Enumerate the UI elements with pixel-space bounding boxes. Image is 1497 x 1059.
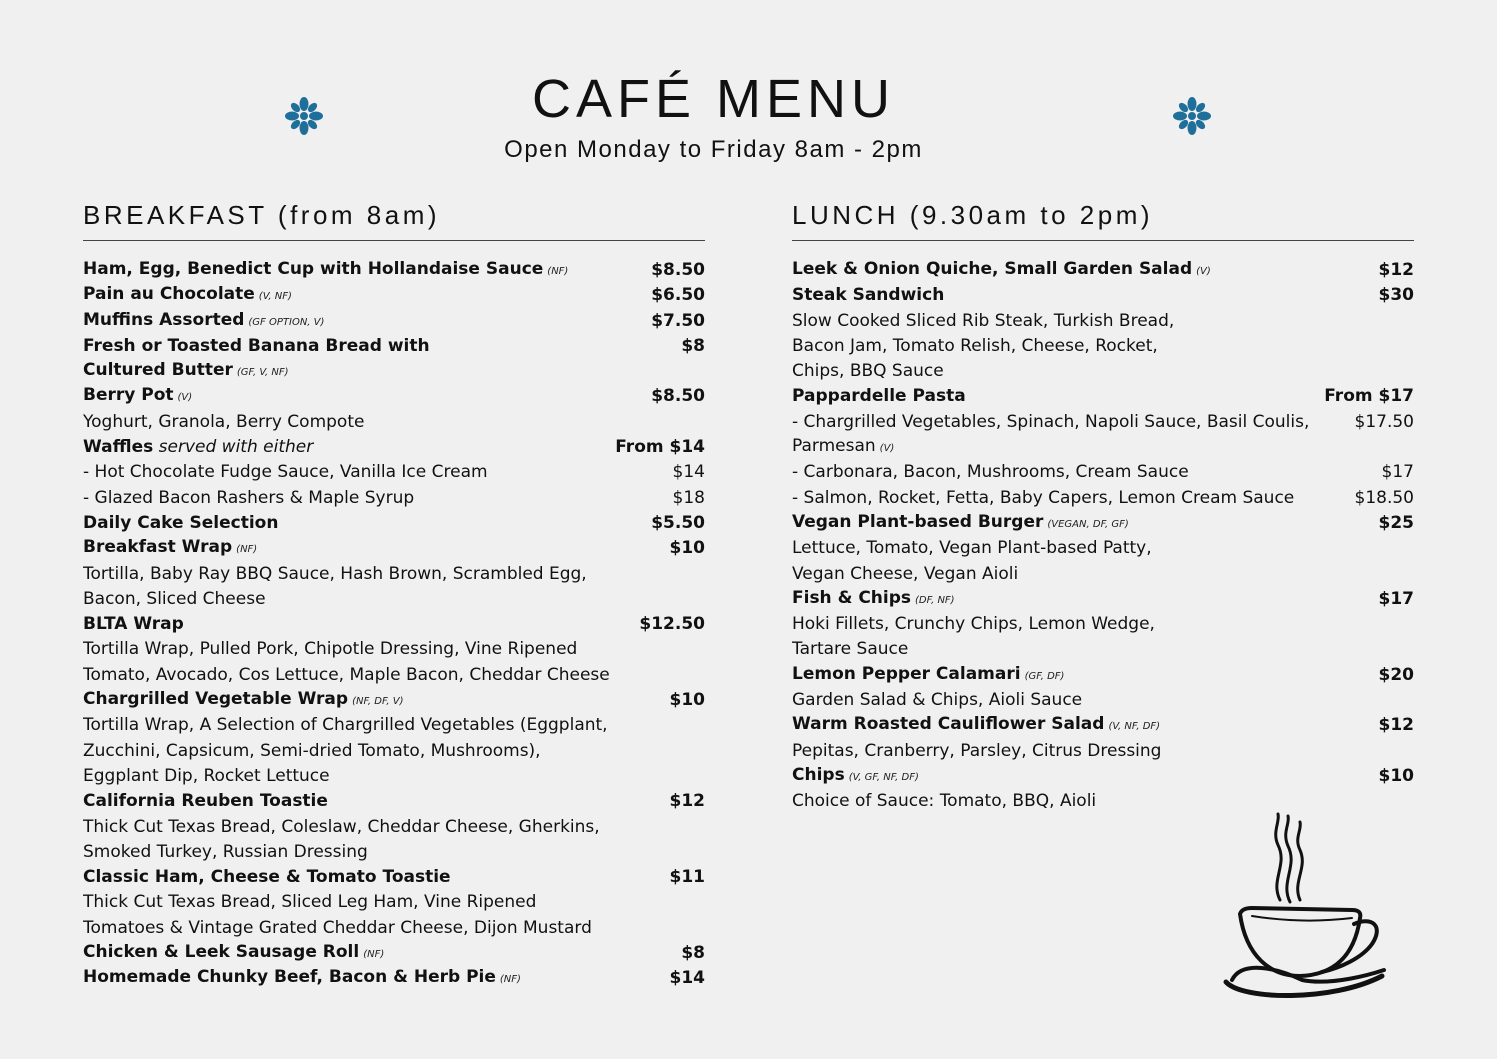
menu-item-name bbox=[83, 435, 615, 460]
menu-item-text: Tortilla, Baby Ray BBQ Sauce, Hash Brown, Scrambled Egg, bbox=[83, 563, 587, 584]
menu-item-price: $25 bbox=[1378, 512, 1414, 533]
menu-item-detail bbox=[83, 663, 705, 688]
menu-item-row bbox=[792, 663, 1414, 688]
menu-item-row bbox=[792, 511, 1414, 536]
page-title: CAFÉ MENU bbox=[531, 69, 895, 129]
menu-item-text: Eggplant Dip, Rocket Lettuce bbox=[83, 765, 330, 786]
menu-item-price: $6.50 bbox=[651, 285, 705, 306]
menu-item-text: Leek & Onion Quiche, Small Garden Salad bbox=[792, 259, 1193, 279]
menu-item-description bbox=[83, 713, 705, 738]
dietary-tag: (GF, DF) bbox=[1024, 670, 1065, 682]
menu-item-name bbox=[792, 662, 1379, 689]
menu-item-price: $7.50 bbox=[651, 310, 705, 331]
opening-hours: Open Monday to Friday 8am - 2pm bbox=[504, 136, 923, 163]
menu-item-name bbox=[83, 383, 651, 410]
menu-item-price: $8 bbox=[681, 335, 705, 356]
menu-item-text: Vegan Cheese, Vegan Aioli bbox=[792, 563, 1019, 584]
dietary-tag: (NF) bbox=[363, 949, 385, 961]
menu-item-name bbox=[83, 282, 651, 309]
menu-item-text: Chips, BBQ Sauce bbox=[792, 361, 944, 382]
menu-item-price: $17.50 bbox=[1354, 411, 1414, 432]
menu-item-price: $18.50 bbox=[1354, 487, 1414, 508]
menu-item-row bbox=[792, 713, 1414, 738]
menu-item-text: Pepitas, Cranberry, Parsley, Citrus Dressing bbox=[792, 740, 1162, 761]
menu-item-description bbox=[83, 815, 705, 840]
menu-item-row bbox=[83, 941, 705, 966]
menu-item-price: $10 bbox=[1378, 765, 1414, 786]
menu-item-name bbox=[83, 940, 681, 967]
menu-item-description bbox=[792, 739, 1414, 764]
menu-item-name bbox=[792, 283, 1379, 308]
menu-item-text: Homemade Chunky Beef, Bacon & Herb Pie bbox=[83, 967, 496, 988]
menu-item-text: Pappardelle Pasta bbox=[792, 386, 966, 407]
menu-item-price: $12 bbox=[669, 791, 705, 812]
menu-item-text: Classic Ham, Cheese & Tomato Toastie bbox=[83, 867, 451, 888]
menu-item-name bbox=[83, 687, 670, 714]
menu-item-text: - Chargrilled Vegetables, Spinach, Napoli Sauce, Basil Coulis, bbox=[792, 411, 1310, 432]
menu-item-row bbox=[83, 865, 705, 890]
menu-item-text: Chargrilled Vegetable Wrap bbox=[83, 689, 349, 710]
menu-item-name bbox=[83, 965, 670, 992]
menu-item-row bbox=[83, 789, 705, 814]
dietary-tag: (NF) bbox=[236, 544, 258, 556]
dietary-tag: (NF, DF, V) bbox=[352, 696, 404, 708]
menu-item-price: $10 bbox=[669, 690, 705, 711]
dietary-tag: (V, NF, DF) bbox=[1108, 721, 1161, 733]
dietary-tag: (V) bbox=[177, 392, 193, 404]
menu-item-text: Muffins Assorted bbox=[83, 309, 245, 330]
menu-item-description bbox=[83, 460, 705, 485]
menu-item-detail bbox=[83, 916, 705, 941]
menu-item-text: Fresh or Toasted Banana Bread with bbox=[83, 335, 430, 356]
menu-item-text: Breakfast Wrap bbox=[83, 537, 233, 558]
menu-item-description bbox=[792, 688, 1414, 713]
menu-item-name bbox=[83, 865, 670, 890]
flower-ornament-icon bbox=[1169, 93, 1215, 139]
menu-item-text: BLTA Wrap bbox=[83, 614, 184, 635]
menu-item-description bbox=[83, 587, 705, 612]
breakfast-title: BREAKFAST (from 8am) bbox=[83, 200, 441, 230]
menu-item-description bbox=[792, 637, 1414, 662]
menu-item-text: - Carbonara, Bacon, Mushrooms, Cream Sauce bbox=[792, 462, 1189, 483]
menu-item-description bbox=[83, 890, 705, 915]
menu-item-text: Smoked Turkey, Russian Dressing bbox=[83, 841, 368, 862]
menu-item-description bbox=[792, 435, 1414, 460]
dietary-tag: (DF, NF) bbox=[915, 594, 955, 606]
menu-item-name bbox=[83, 358, 705, 385]
menu-item-detail bbox=[83, 562, 705, 587]
menu-item-text: Bacon Jam, Tomato Relish, Cheese, Rocket, bbox=[792, 335, 1158, 356]
menu-item-description bbox=[792, 460, 1414, 485]
breakfast-items bbox=[83, 258, 705, 992]
menu-item-name bbox=[792, 384, 1324, 409]
menu-item-detail bbox=[792, 562, 1414, 587]
menu-item-description bbox=[792, 359, 1414, 384]
menu-item-detail bbox=[83, 815, 705, 840]
menu-item-row bbox=[83, 283, 705, 308]
menu-item-detail bbox=[792, 359, 1414, 384]
menu-item-price: $12 bbox=[1378, 260, 1414, 280]
menu-item-row bbox=[83, 511, 705, 536]
menu-item-row bbox=[792, 258, 1414, 283]
menu-item-name bbox=[792, 712, 1379, 739]
menu-item-text: Lettuce, Tomato, Vegan Plant-based Patty, bbox=[792, 538, 1152, 559]
menu-item-name bbox=[83, 334, 681, 359]
menu-item-price: $20 bbox=[1378, 664, 1414, 685]
menu-item-text: Thick Cut Texas Bread, Sliced Leg Ham, Vine Ripened bbox=[83, 892, 537, 913]
menu-item-description bbox=[792, 410, 1414, 435]
menu-item-price: $12 bbox=[1378, 715, 1414, 736]
menu-item-description bbox=[83, 410, 705, 435]
menu-item-row bbox=[83, 258, 705, 283]
menu-item-detail bbox=[83, 410, 705, 435]
menu-item-name bbox=[83, 789, 670, 814]
menu-item-row bbox=[83, 435, 705, 460]
menu-item-text: Waffles bbox=[83, 437, 154, 458]
menu-item-name bbox=[83, 257, 651, 284]
dietary-tag: (VEGAN, DF, GF) bbox=[1047, 518, 1129, 530]
menu-item-name bbox=[792, 510, 1379, 537]
menu-item-price: From $17 bbox=[1324, 386, 1414, 407]
menu-item-detail bbox=[83, 840, 705, 865]
menu-item-detail bbox=[83, 739, 705, 764]
menu-item-detail bbox=[792, 434, 1414, 461]
flower-ornament-icon bbox=[281, 93, 327, 139]
dietary-tag: (GF OPTION, V) bbox=[248, 316, 325, 328]
menu-item-price: $5.50 bbox=[651, 512, 705, 533]
menu-item-text: Tartare Sauce bbox=[792, 639, 909, 660]
menu-item-price: $14 bbox=[672, 462, 705, 483]
steaming-coffee-cup-icon bbox=[1222, 810, 1392, 1006]
dietary-tag: (NF) bbox=[547, 266, 569, 277]
menu-item-detail bbox=[792, 612, 1414, 637]
menu-item-text: - Salmon, Rocket, Fetta, Baby Capers, Lemon Cream Sauce bbox=[792, 487, 1295, 508]
dietary-tag: (GF, V, NF) bbox=[236, 367, 289, 379]
menu-item-price: $10 bbox=[669, 538, 705, 559]
menu-item-text: Chips bbox=[792, 764, 845, 785]
menu-item-description bbox=[83, 562, 705, 587]
menu-item-detail bbox=[792, 410, 1355, 435]
menu-item-row bbox=[792, 283, 1414, 308]
menu-item-description bbox=[792, 486, 1414, 511]
menu-item-text: Steak Sandwich bbox=[792, 285, 945, 306]
menu-item-detail bbox=[792, 334, 1414, 359]
menu-item-note: served with either bbox=[153, 437, 314, 458]
menu-item-text: Pain au Chocolate bbox=[83, 284, 255, 305]
menu-item-row bbox=[83, 334, 705, 359]
menu-item-price: $8 bbox=[681, 943, 705, 964]
menu-item-name bbox=[83, 308, 651, 335]
menu-item-description bbox=[83, 663, 705, 688]
section-divider bbox=[792, 240, 1414, 241]
menu-item-row bbox=[83, 359, 705, 384]
menu-item-description bbox=[83, 840, 705, 865]
menu-item-name bbox=[83, 612, 639, 637]
menu-item-text: Tomatoes & Vintage Grated Cheddar Cheese, Dijon Mustard bbox=[83, 917, 592, 938]
menu-item-description bbox=[792, 334, 1414, 359]
menu-item-description bbox=[83, 637, 705, 662]
menu-item-text: Bacon, Sliced Cheese bbox=[83, 588, 266, 609]
menu-item-text: Hoki Fillets, Crunchy Chips, Lemon Wedge, bbox=[792, 614, 1155, 635]
menu-item-price: $8.50 bbox=[651, 386, 705, 407]
menu-item-detail bbox=[792, 536, 1414, 561]
menu-item-row bbox=[83, 384, 705, 409]
menu-item-name bbox=[792, 586, 1379, 613]
menu-item-detail bbox=[83, 486, 673, 511]
menu-item-description bbox=[83, 486, 705, 511]
menu-item-detail bbox=[83, 764, 705, 789]
menu-item-row bbox=[83, 612, 705, 637]
dietary-tag: (V) bbox=[1196, 266, 1211, 277]
menu-item-name bbox=[83, 511, 651, 536]
menu-item-price: $8.50 bbox=[651, 260, 705, 280]
menu-item-text: Ham, Egg, Benedict Cup with Hollandaise Sauce bbox=[83, 259, 544, 279]
menu-item-text: Tomato, Avocado, Cos Lettuce, Maple Bacon, Cheddar Cheese bbox=[83, 664, 610, 685]
menu-item-detail bbox=[792, 460, 1382, 485]
menu-item-text: Parmesan bbox=[792, 436, 876, 457]
lunch-title: LUNCH (9.30am to 2pm) bbox=[792, 200, 1154, 230]
menu-item-detail bbox=[792, 309, 1414, 334]
menu-item-price: $17 bbox=[1378, 588, 1414, 609]
menu-item-price: From $14 bbox=[615, 437, 705, 458]
menu-item-price: $14 bbox=[669, 968, 705, 989]
menu-item-detail bbox=[83, 713, 705, 738]
menu-item-text: Garden Salad & Chips, Aioli Sauce bbox=[792, 690, 1083, 711]
menu-item-row bbox=[83, 309, 705, 334]
menu-item-detail bbox=[83, 890, 705, 915]
menu-item-text: Thick Cut Texas Bread, Coleslaw, Cheddar Cheese, Gherkins, bbox=[83, 816, 600, 837]
menu-item-price: $17 bbox=[1381, 462, 1414, 483]
menu-item-text: Slow Cooked Sliced Rib Steak, Turkish Bread, bbox=[792, 310, 1175, 331]
lunch-section bbox=[792, 198, 1414, 815]
menu-item-text: Fish & Chips bbox=[792, 587, 912, 608]
menu-item-name bbox=[792, 257, 1379, 284]
menu-item-name bbox=[792, 763, 1379, 790]
menu-item-name bbox=[83, 535, 670, 562]
menu-item-description bbox=[792, 309, 1414, 334]
dietary-tag: (NF) bbox=[499, 974, 521, 986]
menu-item-text: - Hot Chocolate Fudge Sauce, Vanilla Ice Cream bbox=[83, 462, 488, 483]
menu-item-price: $30 bbox=[1378, 285, 1414, 306]
menu-item-row bbox=[83, 966, 705, 991]
menu-item-row bbox=[792, 764, 1414, 789]
menu-item-detail bbox=[792, 486, 1355, 511]
menu-item-description bbox=[83, 739, 705, 764]
menu-item-text: Warm Roasted Cauliflower Salad bbox=[792, 714, 1105, 735]
menu-item-row bbox=[792, 384, 1414, 409]
menu-item-text: Zucchini, Capsicum, Semi-dried Tomato, Mushrooms), bbox=[83, 740, 541, 761]
menu-item-detail bbox=[83, 637, 705, 662]
menu-item-text: Tortilla Wrap, A Selection of Chargrilled Vegetables (Eggplant, bbox=[83, 715, 608, 736]
menu-item-price: $11 bbox=[669, 867, 705, 888]
menu-item-text: Choice of Sauce: Tomato, BBQ, Aioli bbox=[792, 791, 1097, 812]
menu-item-detail bbox=[83, 460, 673, 485]
menu-item-text: Lemon Pepper Calamari bbox=[792, 663, 1021, 684]
menu-item-price: $12.50 bbox=[639, 614, 705, 635]
menu-item-text: Daily Cake Selection bbox=[83, 512, 279, 533]
menu-item-detail bbox=[83, 587, 705, 612]
dietary-tag: (V) bbox=[879, 443, 895, 455]
menu-item-text: Chicken & Leek Sausage Roll bbox=[83, 942, 360, 963]
lunch-items bbox=[792, 258, 1414, 815]
menu-item-detail bbox=[792, 637, 1414, 662]
menu-item-detail bbox=[792, 688, 1414, 713]
section-divider bbox=[83, 240, 705, 241]
menu-item-text: Tortilla Wrap, Pulled Pork, Chipotle Dressing, Vine Ripened bbox=[83, 639, 578, 660]
menu-item-text: Cultured Butter bbox=[83, 360, 233, 381]
menu-item-text: - Glazed Bacon Rashers & Maple Syrup bbox=[83, 487, 415, 508]
menu-item-detail bbox=[792, 739, 1414, 764]
menu-item-description bbox=[83, 764, 705, 789]
menu-item-row bbox=[792, 587, 1414, 612]
menu-item-price: $18 bbox=[672, 487, 705, 508]
dietary-tag: (V, NF) bbox=[258, 291, 292, 303]
menu-item-description bbox=[792, 612, 1414, 637]
dietary-tag: (V, GF, NF, DF) bbox=[848, 771, 919, 783]
menu-item-text: Berry Pot bbox=[83, 385, 174, 406]
menu-item-description bbox=[83, 916, 705, 941]
menu-item-text: Yoghurt, Granola, Berry Compote bbox=[83, 411, 365, 432]
menu-item-text: Vegan Plant-based Burger bbox=[792, 511, 1044, 532]
menu-item-row bbox=[83, 536, 705, 561]
menu-item-description bbox=[792, 536, 1414, 561]
breakfast-section bbox=[83, 198, 705, 992]
menu-item-row bbox=[83, 688, 705, 713]
menu-item-text: California Reuben Toastie bbox=[83, 791, 328, 812]
menu-item-description bbox=[792, 562, 1414, 587]
